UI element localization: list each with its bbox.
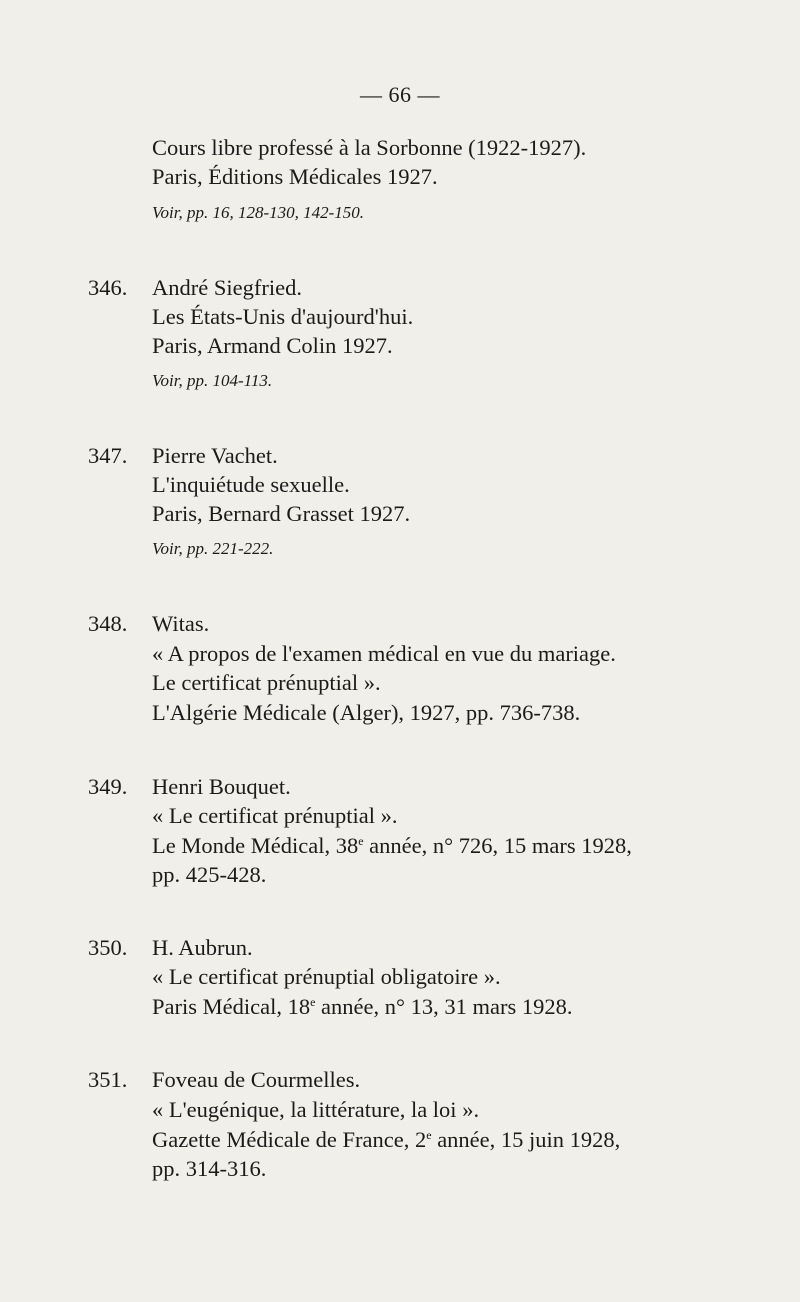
entry-author: H. Aubrun. xyxy=(152,935,253,960)
entry-line: Cours libre professé à la Sorbonne (1922-1927). xyxy=(152,135,587,160)
entry-title: L'inquiétude sexuelle. xyxy=(152,472,350,497)
entry-number: 346. xyxy=(88,275,128,300)
entry-source-text: Paris Médical, 18 xyxy=(152,994,311,1019)
entry-author: Witas. xyxy=(152,611,210,636)
entry-source-text: année, n° 13, 31 mars 1928. xyxy=(315,994,573,1019)
entry-author: Foveau de Courmelles. xyxy=(152,1067,361,1092)
entry-source-text: Le Monde Médical, 38 xyxy=(152,833,359,858)
entry-source-text: Gazette Médicale de France, 2 xyxy=(152,1127,427,1152)
entry-author: André Siegfried. xyxy=(152,275,302,300)
entry-pages: pp. 314-316. xyxy=(152,1156,267,1181)
entry-see-pages: Voir, pp. 221-222. xyxy=(152,539,274,558)
entry-title: « L'eugénique, la littérature, la loi ». xyxy=(152,1097,480,1122)
entry-see-pages: Voir, pp. 104-113. xyxy=(152,371,273,390)
ordinal-superscript: e xyxy=(310,995,316,1009)
entry-source-text: année, n° 726, 15 mars 1928, xyxy=(363,833,632,858)
entry-title: Les États-Unis d'aujourd'hui. xyxy=(152,304,414,329)
entry-title: « Le certificat prénuptial ». xyxy=(152,803,398,828)
entry-source-text: année, 15 juin 1928, xyxy=(431,1127,621,1152)
entry-number: 347. xyxy=(88,443,128,468)
ordinal-superscript: e xyxy=(358,834,364,848)
entry-author: Henri Bouquet. xyxy=(152,774,291,799)
page-number: — 66 — xyxy=(360,82,440,107)
entry-title: « Le certificat prénuptial obligatoire ». xyxy=(152,964,501,989)
entry-source xyxy=(152,1126,620,1154)
entry-number: 349. xyxy=(88,774,128,799)
entry-source xyxy=(152,993,573,1021)
entry-title: Le certificat prénuptial ». xyxy=(152,670,381,695)
entry-publisher: Paris, Bernard Grasset 1927. xyxy=(152,501,411,526)
entry-author: Pierre Vachet. xyxy=(152,443,278,468)
entry-source: L'Algérie Médicale (Alger), 1927, pp. 736-738. xyxy=(152,700,581,725)
entry-number: 348. xyxy=(88,611,128,636)
entry-publisher: Paris, Armand Colin 1927. xyxy=(152,333,393,358)
entry-title: « A propos de l'examen médical en vue du mariage. xyxy=(152,641,616,666)
entry-source xyxy=(152,832,632,860)
entry-pages: pp. 425-428. xyxy=(152,862,267,887)
entry-number: 350. xyxy=(88,935,128,960)
entry-number: 351. xyxy=(88,1067,128,1092)
entry-see-pages: Voir, pp. 16, 128-130, 142-150. xyxy=(152,203,365,222)
ordinal-superscript: e xyxy=(426,1128,432,1142)
entry-line: Paris, Éditions Médicales 1927. xyxy=(152,164,438,189)
